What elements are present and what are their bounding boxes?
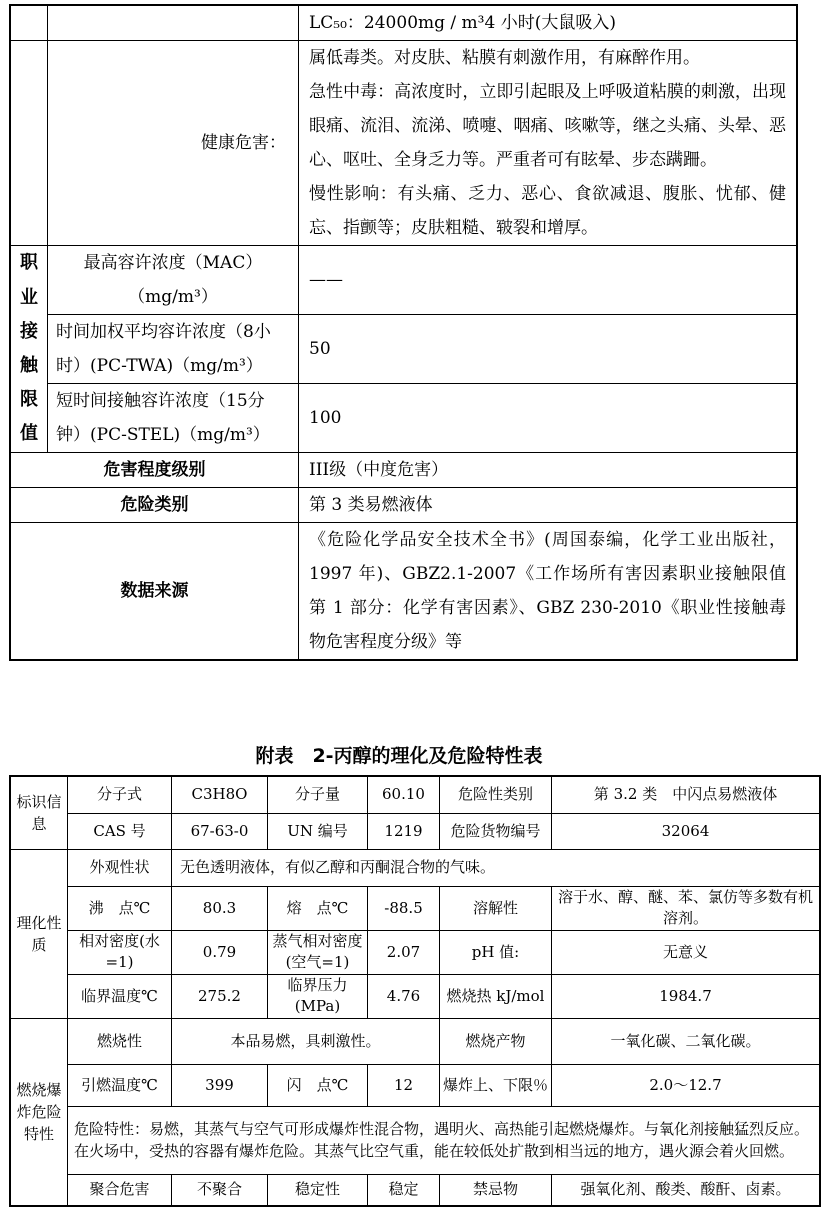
bp-label: 沸 点℃ xyxy=(68,886,172,930)
lc50-row xyxy=(10,5,797,41)
group-label-physical: 理化性质 xyxy=(10,849,68,1018)
twa-value: 50 xyxy=(299,315,798,384)
flash-value: 12 xyxy=(368,1064,440,1106)
vd-label: 蒸气相对密度(空气=1) xyxy=(268,930,368,974)
prod-value: 一氧化碳、二氧化碳。 xyxy=(552,1018,821,1064)
mw-value: 60.10 xyxy=(368,776,440,813)
class-label: 危险性类别 xyxy=(440,776,552,813)
table-row xyxy=(10,930,820,974)
twa-label: 时间加权平均容许浓度（8小时）(PC-TWA)（mg/m³） xyxy=(48,315,299,384)
ct-label: 临界温度℃ xyxy=(68,974,172,1018)
cp-value: 4.76 xyxy=(368,974,440,1018)
ct-value: 275.2 xyxy=(172,974,268,1018)
formula-value: C3H8O xyxy=(172,776,268,813)
hazard-level-value: III级（中度危害） xyxy=(299,453,798,488)
twa-row xyxy=(10,315,797,384)
ph-value: 无意义 xyxy=(552,930,821,974)
cas-label: CAS 号 xyxy=(68,813,172,849)
cp-label: 临界压力(MPa) xyxy=(268,974,368,1018)
health-para: 属低毒类。对皮肤、粘膜有刺激作用，有麻醉作用。 xyxy=(309,48,700,68)
mac-label: 最高容许浓度（MAC）（mg/m³） xyxy=(48,246,299,315)
danger-class-value: 第 3 类易燃液体 xyxy=(299,488,798,523)
health-hazard-label: 健康危害： xyxy=(48,41,299,246)
data-source-label: 数据来源 xyxy=(10,523,299,661)
stab-label: 稳定性 xyxy=(268,1174,368,1206)
formula-label: 分子式 xyxy=(68,776,172,813)
health-para: 慢性影响：有头痛、乏力、恶心、食欲减退、腹胀、忧郁、健忘、指颤等；皮肤粗糙、皲裂和增厚。 xyxy=(309,184,786,238)
class-value: 第 3.2 类 中闪点易燃液体 xyxy=(552,776,821,813)
heat-value: 1984.7 xyxy=(552,974,821,1018)
table-row xyxy=(10,1064,820,1106)
poly-value: 不聚合 xyxy=(172,1174,268,1206)
stel-row xyxy=(10,384,797,453)
heat-label: 燃烧热 kJ/mol xyxy=(440,974,552,1018)
table-title: 附表 2-丙醇的理化及危险特性表 xyxy=(255,745,543,767)
appearance-value: 无色透明液体，有似乙醇和丙酮混合物的气味。 xyxy=(172,849,821,886)
hazard-level-label: 危害程度级别 xyxy=(10,453,299,488)
health-hazard-value xyxy=(299,41,798,246)
table-row xyxy=(10,813,820,849)
table-row xyxy=(10,1018,820,1064)
comb-label: 燃烧性 xyxy=(68,1018,172,1064)
limit-value: 2.0～12.7 xyxy=(552,1064,821,1106)
properties-table xyxy=(9,775,821,1207)
stel-value: 100 xyxy=(299,384,798,453)
mac-row xyxy=(10,246,797,315)
bp-value: 80.3 xyxy=(172,886,268,930)
danger-class-row xyxy=(10,488,797,523)
stel-label: 短时间接触容许浓度（15分钟）(PC-STEL)（mg/m³） xyxy=(48,384,299,453)
table-row xyxy=(10,1106,820,1174)
table-row xyxy=(10,974,820,1018)
table-row xyxy=(10,776,820,813)
lc50-value: LC₅₀：24000mg / m³4 小时(大鼠吸入) xyxy=(299,5,798,41)
health-para: 急性中毒：高浓度时，立即引起眼及上呼吸道粘膜的刺激，出现眼痛、流泪、流涕、喷嚏、咽痛、咳嗽等，继之头痛、头晕、恶心、呕吐、全身乏力等。严重者可有眩晕、步态蹒跚。 xyxy=(309,82,786,170)
incompat-value: 强氧化剂、酸类、酸酐、卤素。 xyxy=(552,1174,821,1206)
hazard-characteristics: 危险特性：易燃，其蒸气与空气可形成爆炸性混合物，遇明火、高热能引起燃烧爆炸。与氧化剂接触猛烈反应。在火场中，受热的容器有爆炸危险。其蒸气比空气重，能在较低处扩散到相当远的地方，遇火源会着火回燃。 xyxy=(68,1106,821,1174)
ph-label: pH 值: xyxy=(440,930,552,974)
hazard-level-row xyxy=(10,453,797,488)
cas-value: 67-63-0 xyxy=(172,813,268,849)
un-value: 1219 xyxy=(368,813,440,849)
appearance-label: 外观性状 xyxy=(68,849,172,886)
sol-value: 溶于水、醇、醚、苯、氯仿等多数有机溶剂。 xyxy=(552,886,821,930)
prod-label: 燃烧产物 xyxy=(440,1018,552,1064)
mp-value: -88.5 xyxy=(368,886,440,930)
stab-value: 稳定 xyxy=(368,1174,440,1206)
goods-value: 32064 xyxy=(552,813,821,849)
rd-label: 相对密度(水=1) xyxy=(68,930,172,974)
poly-label: 聚合危害 xyxy=(68,1174,172,1206)
flash-label: 闪 点℃ xyxy=(268,1064,368,1106)
group-label-identification: 标识信息 xyxy=(10,776,68,849)
vd-value: 2.07 xyxy=(368,930,440,974)
goods-label: 危险货物编号 xyxy=(440,813,552,849)
health-hazard-row xyxy=(10,41,797,246)
table-row xyxy=(10,1174,820,1206)
danger-class-label: 危险类别 xyxy=(10,488,299,523)
table-row xyxy=(10,886,820,930)
ign-value: 399 xyxy=(172,1064,268,1106)
group-label-fire: 燃烧爆炸危险特性 xyxy=(10,1018,68,1206)
data-source-row xyxy=(10,523,797,661)
rd-value: 0.79 xyxy=(172,930,268,974)
data-source-value: 《危险化学品安全技术全书》(周国泰编，化学工业出版社，1997 年)、GBZ2.1-2007《工作场所有害因素职业接触限值 第 1 部分：化学有害因素》、GBZ 230-2010《职业性接触毒物危害程度分级》等 xyxy=(299,523,798,661)
mp-label: 熔 点℃ xyxy=(268,886,368,930)
table-row xyxy=(10,849,820,886)
occupational-limit-group-label: 职 业 接 触 限 值 xyxy=(10,246,48,453)
ign-label: 引燃温度℃ xyxy=(68,1064,172,1106)
toxicity-table xyxy=(9,4,798,661)
mw-label: 分子量 xyxy=(268,776,368,813)
mac-value: —— xyxy=(299,246,798,315)
sol-label: 溶解性 xyxy=(440,886,552,930)
limit-label: 爆炸上、下限％ xyxy=(440,1064,552,1106)
un-label: UN 编号 xyxy=(268,813,368,849)
incompat-label: 禁忌物 xyxy=(440,1174,552,1206)
comb-value: 本品易燃，具刺激性。 xyxy=(172,1018,440,1064)
